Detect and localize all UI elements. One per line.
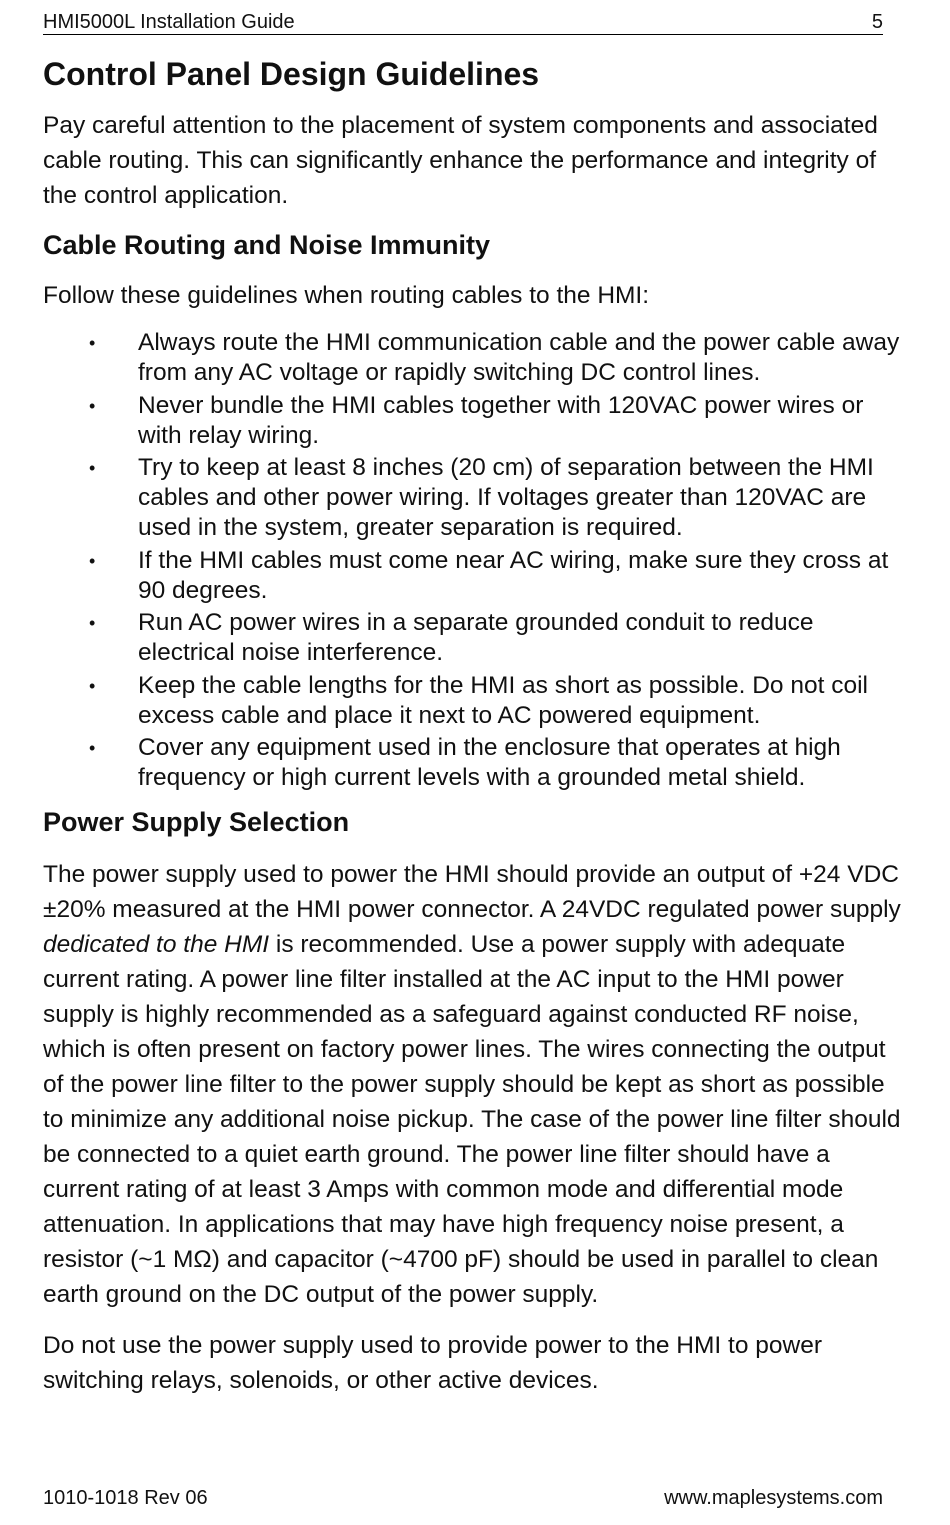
page-number: 5	[871, 11, 883, 33]
section-title: Control Panel Design Guidelines	[43, 56, 540, 92]
cable-routing-heading: Cable Routing and Noise Immunity	[43, 230, 491, 260]
list-item	[43, 328, 903, 388]
power-supply-paragraph	[43, 857, 903, 1312]
list-item-text: If the HMI cables must come near AC wiring, make sure they cross at 90 degrees.	[138, 546, 889, 604]
list-item-text: Never bundle the HMI cables together with 120VAC power wires or with relay wiring.	[138, 391, 864, 449]
power-text-start: The power supply used to power the HMI should provide an output of +24 VDC ±20% measured at the HMI power connector. A 24VDC regulated power supply	[43, 861, 901, 923]
list-item-text: Keep the cable lengths for the HMI as short as possible. Do not coil excess cable and place it next to AC powered equipment.	[138, 671, 868, 729]
bullet-icon: •	[89, 675, 96, 696]
cable-routing-lead: Follow these guidelines when routing cables to the HMI:	[43, 282, 650, 309]
bullet-icon: •	[89, 458, 96, 478]
list-item-text: Cover any equipment used in the enclosure that operates at high frequency or high current levels with a grounded metal shield.	[138, 734, 841, 791]
list-item	[43, 391, 903, 451]
website-url: www.maplesystems.com	[664, 1487, 883, 1509]
intro-paragraph: Pay careful attention to the placement of system components and associated cable routing. This can significantly enhance the performance and integrity of the control application.	[43, 112, 878, 209]
power-supply-warning: Do not use the power supply used to provide power to the HMI to power switching relays, solenoids, or other active devices.	[43, 1332, 822, 1394]
bullet-icon: •	[89, 613, 96, 633]
list-item-text: Try to keep at least 8 inches (20 cm) of separation between the HMI cables and other power wiring. If voltages greater than 120VAC are used in the system, greater separation is required.	[138, 454, 874, 541]
power-supply-heading: Power Supply Selection	[43, 807, 350, 837]
list-item	[43, 453, 903, 543]
cable-guidelines-list	[43, 328, 903, 793]
list-item	[43, 671, 903, 731]
list-item	[43, 546, 903, 606]
document-number: 1010-1018 Rev 06	[43, 1487, 208, 1509]
power-text-emphasis: dedicated to the HMI	[43, 931, 270, 958]
list-item	[43, 608, 903, 668]
page-content	[43, 54, 903, 1398]
page-header	[43, 10, 883, 35]
guide-title: HMI5000L Installation Guide	[43, 11, 295, 33]
list-item-text: Run AC power wires in a separate grounded conduit to reduce electrical noise interference.	[138, 609, 814, 666]
power-text-rest: is recommended. Use a power supply with adequate current rating. A power line filter installed at the AC input to the HMI power supply is highly recommended as a safeguard against conducted RF noise, which is often present on factory power lines. The wires connecting the output of the power line filter to the power supply should be kept as short as possible to minimize any additional noise pickup. The case of the power line filter should be connected to a quiet earth ground. The power line filter should have a current rating of at least 3 Amps with common mode and differential mode attenuation. In applications that may have high frequency noise present, a resistor (~1 MΩ) and capacitor (~4700 pF) should be used in parallel to clean earth ground on the DC output of the power supply.	[43, 931, 901, 1308]
bullet-icon: •	[89, 738, 96, 758]
bullet-icon: •	[89, 395, 96, 416]
bullet-icon: •	[89, 550, 96, 571]
list-item	[43, 733, 903, 793]
list-item-text: Always route the HMI communication cable and the power cable away from any AC voltage or rapidly switching DC control lines.	[138, 329, 900, 386]
bullet-icon: •	[89, 333, 96, 353]
